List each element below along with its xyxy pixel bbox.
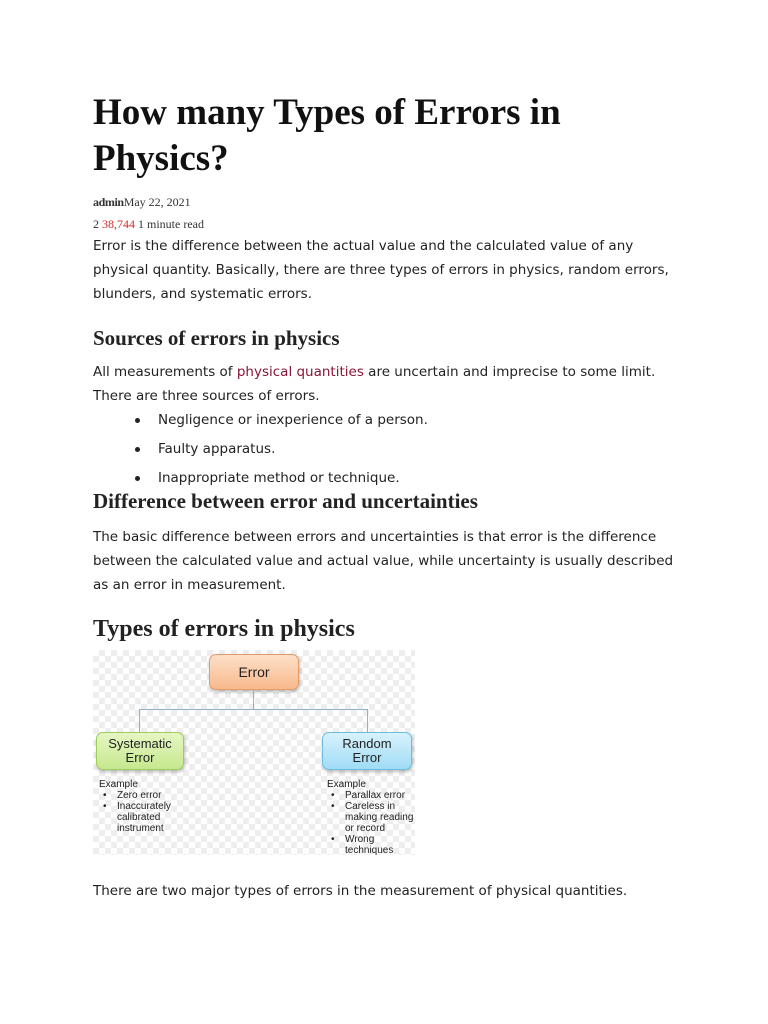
connector-line: [139, 709, 368, 710]
bullet-icon: [135, 476, 140, 481]
list-item-text: Inappropriate method or technique.: [158, 470, 400, 486]
sources-text-end: are uncertain and imprecise to some limit. There are three sources of errors.: [93, 364, 656, 404]
connector-line: [367, 709, 368, 732]
bullet-icon: [135, 447, 140, 452]
post-stats: [93, 217, 204, 232]
title-block: [93, 90, 683, 182]
systematic-examples: [99, 779, 189, 834]
example-item: • Careless in making reading or record: [327, 801, 417, 834]
comment-count[interactable]: 2: [93, 217, 99, 231]
difference-paragraph: The basic difference between errors and uncertainties is that error is the difference between the calculated value and actual value, while uncertainty is usually described as an error in measurement.: [93, 529, 674, 593]
difference-heading: Difference between error and uncertainties: [93, 489, 478, 513]
random-error-label-1: Random: [342, 736, 392, 751]
example-item: • Inaccurately calibrated instrument: [99, 801, 189, 834]
list-item-text: Faulty apparatus.: [158, 441, 276, 457]
systematic-error-label-2: Error: [125, 750, 155, 765]
random-error-label-2: Error: [352, 750, 382, 765]
list-item: [93, 437, 683, 466]
error-node: [209, 654, 299, 690]
read-time: 1 minute read: [138, 217, 204, 231]
example-label: Example: [99, 779, 138, 790]
bullet-icon: [135, 418, 140, 423]
intro-paragraph: Error is the difference between the actual value and the calculated value of any physical quantity. Basically, there are three types of errors in physics, random errors, blunders, and systematic errors.: [93, 238, 669, 302]
list-item-text: Negligence or inexperience of a person.: [158, 412, 428, 428]
random-examples: [327, 779, 417, 856]
physical-quantities-link[interactable]: physical quantities: [236, 364, 364, 380]
example-label: Example: [327, 779, 366, 790]
sources-text-start: All measurements of: [93, 364, 237, 380]
random-error-node: [322, 732, 412, 770]
types-summary-paragraph: There are two major types of errors in the measurement of physical quantities.: [93, 883, 628, 899]
systematic-error-node: [96, 732, 184, 770]
publish-date: May 22, 2021: [123, 195, 191, 209]
article-title: How many Types of Errors in Physics?: [93, 92, 561, 179]
sources-heading: Sources of errors in physics: [93, 326, 340, 350]
sources-paragraph: [93, 360, 683, 408]
example-item: • Wrong techniques: [327, 834, 417, 856]
example-item: • Zero error: [99, 790, 189, 801]
byline: [93, 195, 191, 210]
author-link[interactable]: admin: [93, 195, 124, 209]
example-item: • Parallax error: [327, 790, 417, 801]
sources-list: [93, 408, 683, 495]
systematic-error-label-1: Systematic: [108, 736, 172, 751]
types-heading: Types of errors in physics: [93, 616, 355, 642]
connector-line: [253, 689, 254, 709]
error-node-label: Error: [238, 664, 270, 680]
connector-line: [139, 709, 140, 732]
list-item: [93, 408, 683, 437]
view-count: 38,744: [102, 217, 135, 231]
error-types-diagram: [93, 650, 415, 855]
